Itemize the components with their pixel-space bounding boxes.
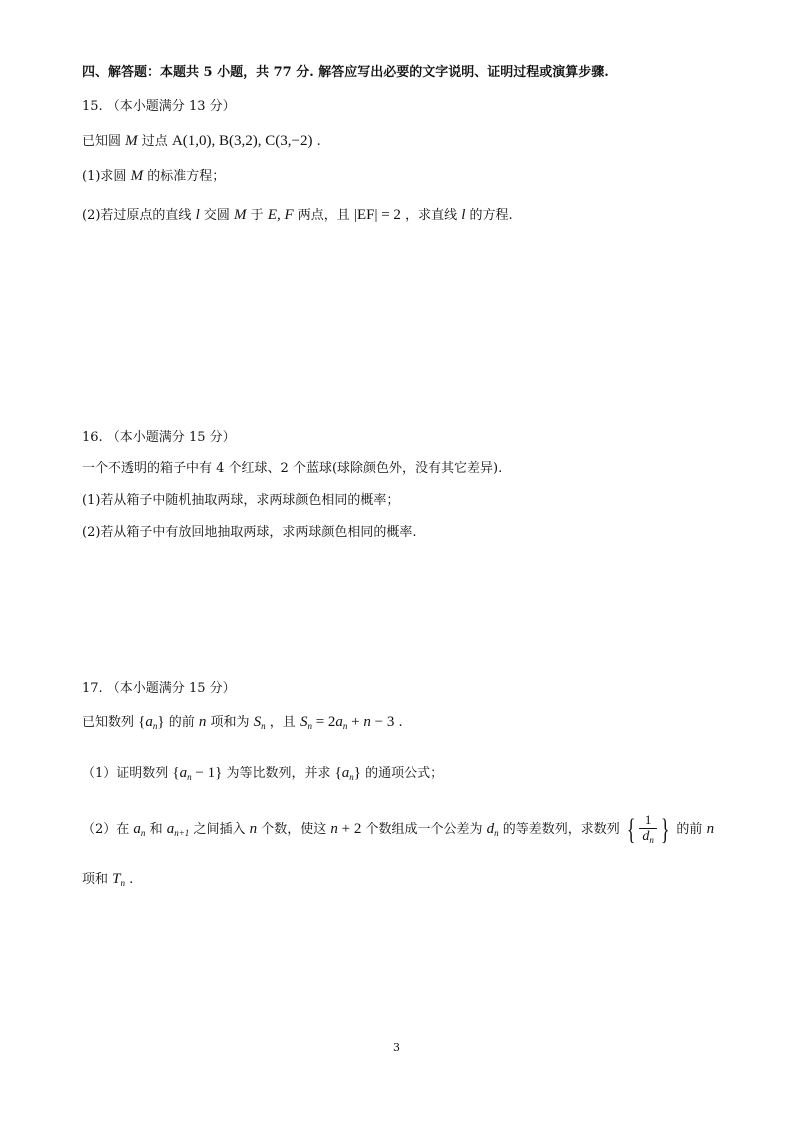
q17-part2-continued [82, 870, 133, 892]
q17-part2-mid2: 个数，使这 [261, 822, 327, 837]
q16-stem [82, 460, 502, 478]
q16-part1-text: (1)若从箱子中随机抽取两球，求两球颜色相同的概率； [82, 493, 400, 508]
q16-header-text: 16. （本小题满分 15 分） [82, 430, 236, 445]
q17-seq-an-minus-1: $\{a_n - 1\}$ [172, 765, 223, 782]
q17-term-an-plus-1: $a_{n+1}$ [166, 821, 190, 838]
q15-stem-mid: 过点 [141, 134, 168, 149]
q17-reciprocal-seq: { $\frac{1}{d_n}$ } [626, 811, 670, 846]
q17-part2-prefix: （2）在 [82, 822, 130, 837]
q15-part2-equation: |EF| = 2 [353, 207, 401, 223]
q15-part2-prefix: (2)若过原点的直线 [82, 208, 192, 223]
q15-part1-suffix: 的标准方程； [147, 169, 226, 184]
q15-stem-circle-symbol: M [125, 133, 138, 149]
q17-part2-end: . [129, 872, 134, 887]
page-number: 3 [393, 1041, 400, 1054]
q17-stem-end: . [398, 715, 403, 730]
q17-part1-prefix: （1）证明数列 [82, 766, 169, 781]
q17-term-an: $a_n$ [133, 821, 146, 838]
q17-stem-n: n [198, 714, 207, 730]
q17-seq-an-2: $\{a_n\}$ [334, 765, 361, 782]
q15-part2-mid1: 交圆 [203, 208, 230, 223]
q17-part2-mid1: 之间插入 [193, 822, 246, 837]
q15-header [82, 98, 236, 116]
q15-part2-points: E, F [267, 207, 294, 223]
q15-part1 [82, 167, 225, 186]
q17-stem-mid3: ，且 [269, 715, 296, 730]
q17-part1-suffix: 的通项公式； [365, 766, 444, 781]
q17-header [82, 680, 236, 698]
q17-part1-mid: 为等比数列，并求 [226, 766, 331, 781]
q17-seq-an: $\{a_n\}$ [138, 714, 165, 731]
q17-part2 [82, 806, 714, 856]
section-heading [82, 64, 609, 82]
q15-part2-mid2: 于 [250, 208, 264, 223]
q17-diff-dn: $d_n$ [486, 821, 499, 838]
q17-sum-Sn: $S_n$ [253, 714, 266, 731]
q15-part1-prefix: (1)求圆 [82, 169, 127, 184]
q15-part1-circle-symbol: M [130, 168, 144, 184]
q15-part2-mid4: ，求直线 [405, 208, 458, 223]
q15-header-text: 15. （本小题满分 13 分） [82, 99, 236, 114]
q15-stem-points: A(1,0), B(3,2), C(3,−2) [171, 133, 313, 149]
q15-stem [82, 132, 321, 151]
section-heading-text: 四、解答题：本题共 5 小题，共 77 分. 解答应写出必要的文字说明、证明过程或演算步骤. [82, 65, 609, 80]
q17-header-text: 17. （本小题满分 15 分） [82, 681, 236, 696]
q17-part2-mid4: 的等差数列，求数列 [502, 822, 620, 837]
q17-part2-cont: 项和 [82, 872, 109, 887]
q17-stem-mid1: 的前 [168, 715, 195, 730]
q17-part2-n3: n [706, 821, 715, 837]
q17-frac-numerator: 1 [639, 812, 657, 829]
q15-part2-suffix: 的方程. [469, 208, 513, 223]
q15-stem-prefix: 已知圆 [82, 134, 122, 149]
q17-stem-mid2: 项和为 [210, 715, 250, 730]
q15-part2-line-symbol: l [195, 207, 200, 223]
q16-stem-text: 一个不透明的箱子中有 4 个红球、2 个蓝球(球除颜色外，没有其它差异). [82, 461, 503, 476]
q15-part2-line-symbol-2: l [461, 207, 466, 223]
q17-part2-mid3: 个数组成一个公差为 [365, 822, 483, 837]
q15-part2-mid3: 两点，且 [297, 208, 350, 223]
q16-part1 [82, 492, 399, 510]
q17-sum-Tn: $T_n$ [112, 871, 125, 888]
q15-part2 [82, 206, 513, 225]
q17-part2-n-plus-2: n + 2 [330, 821, 362, 837]
q16-header [82, 429, 236, 447]
q17-sum-equation: $S_n = 2a_n + n - 3$ [299, 714, 395, 731]
q17-stem [82, 713, 403, 735]
q16-part2 [82, 524, 417, 542]
q17-part1 [82, 764, 443, 786]
q17-part2-and: 和 [149, 822, 163, 837]
q16-part2-text: (2)若从箱子中有放回地抽取两球，求两球颜色相同的概率. [82, 525, 417, 540]
q17-part2-mid5: 的前 [676, 822, 703, 837]
q15-part2-circle-symbol: M [234, 207, 247, 223]
q15-stem-end: . [316, 134, 321, 149]
q17-stem-prefix: 已知数列 [82, 715, 135, 730]
q17-part2-n: n [249, 821, 258, 837]
